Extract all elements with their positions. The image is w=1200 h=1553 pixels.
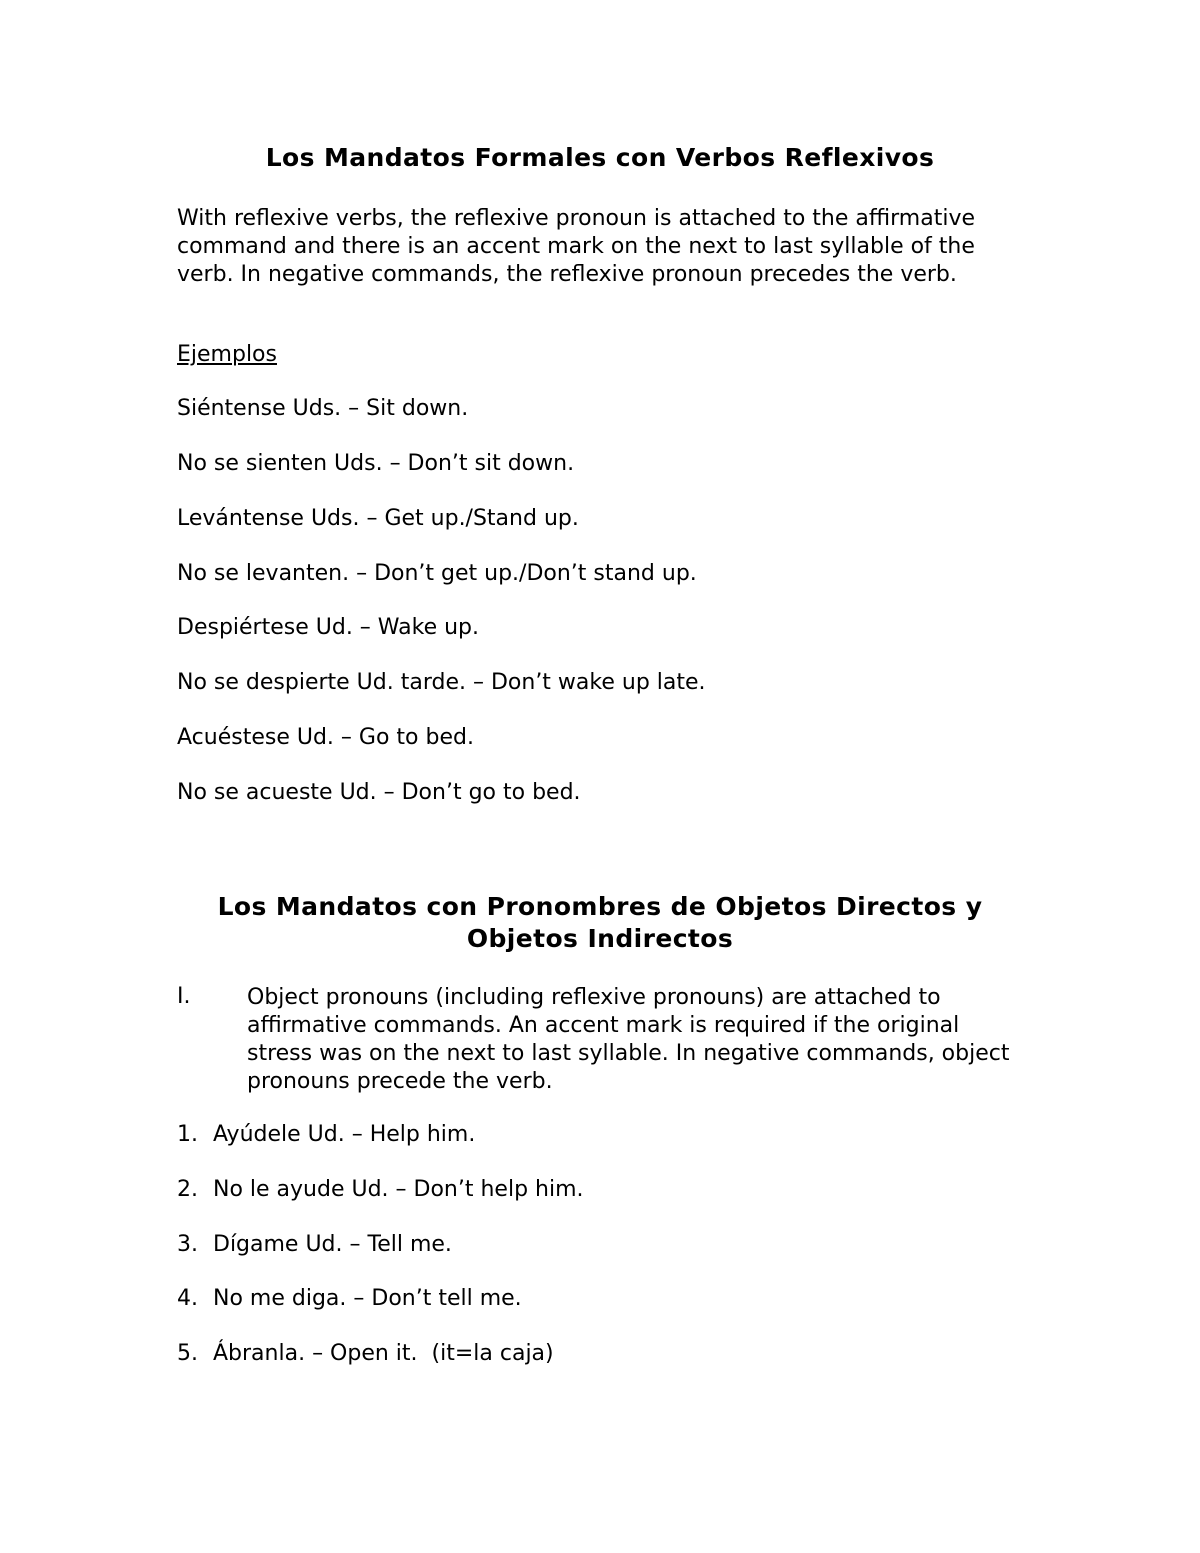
list-item-text: No me diga. – Don’t tell me.	[213, 1286, 522, 1311]
list-item-text: Ábranla. – Open it. (it=la caja)	[213, 1341, 554, 1366]
section-title-line1: Los Mandatos con Pronombres de Objetos Directos y	[217, 892, 983, 921]
section-paragraph: Object pronouns (including reflexive pronouns) are attached to affirmative commands. An accent mark is required if the original stress was on the next to last syllable. In negative commands, object pronouns precede the verb.	[247, 985, 1010, 1094]
ejemplos-heading: Ejemplos	[177, 342, 277, 367]
list-item	[177, 1286, 522, 1311]
example-line: No se sienten Uds. – Don’t sit down.	[177, 451, 575, 476]
list-item-number: 1.	[177, 1122, 198, 1147]
example-line: Siéntense Uds. – Sit down.	[177, 396, 469, 421]
intro-paragraph: With reflexive verbs, the reflexive pronoun is attached to the affirmative command and there is an accent mark on the next to last syllable of the verb. In negative commands, the reflexive pronoun precedes the verb.	[177, 206, 975, 287]
example-line: Acuéstese Ud. – Go to bed.	[177, 725, 474, 750]
section-title-line2: Objetos Indirectos	[466, 924, 734, 953]
page-title: Los Mandatos Formales con Verbos Reflexivos	[265, 143, 935, 172]
list-item-number: 2.	[177, 1177, 198, 1202]
list-item	[177, 1177, 584, 1202]
list-item-number: 4.	[177, 1286, 198, 1311]
section-title	[0, 891, 1200, 955]
list-item-number: 3.	[177, 1232, 198, 1257]
list-item-text: Dígame Ud. – Tell me.	[213, 1232, 452, 1257]
example-line: No se despierte Ud. tarde. – Don’t wake up late.	[177, 670, 706, 695]
list-item	[177, 1122, 475, 1147]
list-item	[177, 1341, 554, 1366]
example-line: No se levanten. – Don’t get up./Don’t stand up.	[177, 561, 697, 586]
list-item-number: 5.	[177, 1341, 198, 1366]
list-item-text: No le ayude Ud. – Don’t help him.	[213, 1177, 584, 1202]
example-line: Levántense Uds. – Get up./Stand up.	[177, 506, 579, 531]
example-line: Despiértese Ud. – Wake up.	[177, 615, 480, 640]
example-line: No se acueste Ud. – Don’t go to bed.	[177, 780, 581, 805]
list-item	[177, 1232, 452, 1257]
roman-numeral: I.	[177, 984, 191, 1009]
list-item-text: Ayúdele Ud. – Help him.	[213, 1122, 476, 1147]
